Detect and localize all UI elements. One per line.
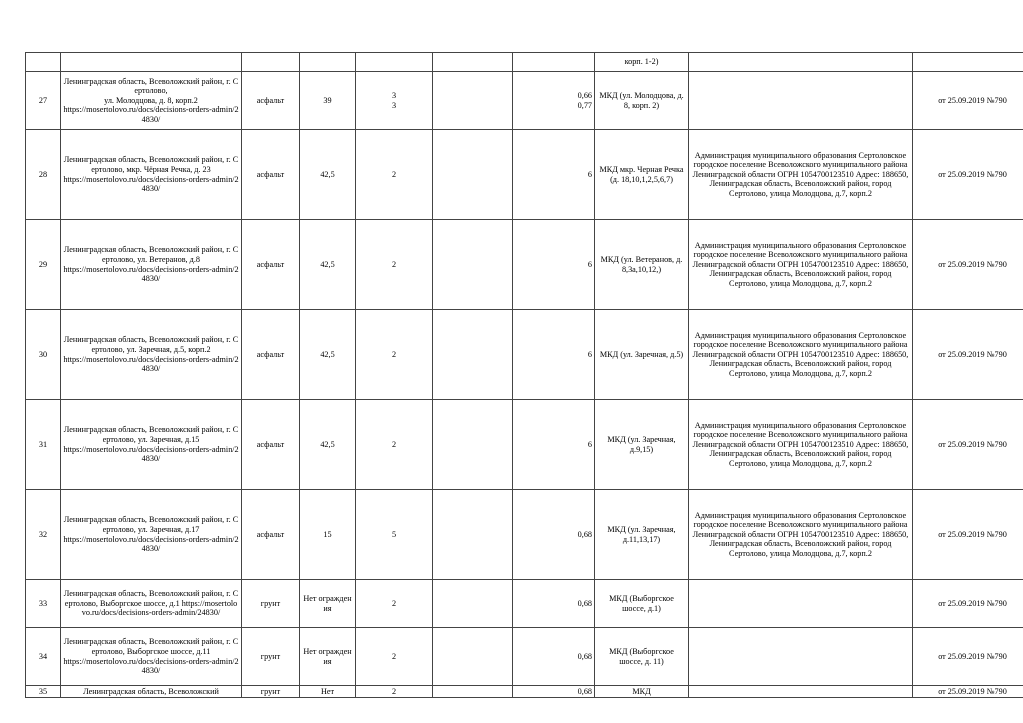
- owner-cell: Администрация муниципального образования Сертоловское городское поселение Всеволожского муниципального района Ленинградской области ОГРН 1054700123510 Адрес: 188650, Ленинградская область, Всеволожский район, город Сертолово, улица Молодцова, д.7, корп.2: [689, 130, 913, 220]
- owner-cell: [689, 628, 913, 686]
- empty-cell: [433, 53, 513, 72]
- address-text-2: ул. Молодцова, д. 8, корп.2: [104, 95, 198, 105]
- count-cell: 2: [356, 686, 433, 698]
- count-value: 3: [391, 90, 397, 100]
- volume-cell: 0,68: [513, 580, 595, 628]
- area-cell: [300, 53, 356, 72]
- source-cell: МКД (ул. Заречная, д.11,13,17): [595, 490, 689, 580]
- count-cell: 2: [356, 628, 433, 686]
- source-cell: МКД (Выборгское шоссе, д. 11): [595, 628, 689, 686]
- row-number: 27: [26, 72, 61, 130]
- address-text: Ленинградская область, Всеволожский район, г. Сертолово, ул. Заречная, д.17: [63, 515, 239, 534]
- volume-value: 0,66: [577, 90, 592, 100]
- table-row: [26, 130, 1023, 220]
- count-cell: 2: [356, 310, 433, 400]
- table-row: [26, 310, 1023, 400]
- owner-cell: [689, 53, 913, 72]
- address-cell: [61, 130, 242, 220]
- document-link[interactable]: https://mosertolovo.ru/docs/decisions-orders-admin/24830/: [63, 264, 239, 284]
- document-link[interactable]: https://mosertolovo.ru/docs/decisions-orders-admin/24830/: [63, 534, 239, 554]
- row-number: 30: [26, 310, 61, 400]
- volume-cell: 6: [513, 130, 595, 220]
- address-cell: [61, 72, 242, 130]
- address-cell: [61, 580, 242, 628]
- address-cell: [61, 628, 242, 686]
- empty-cell: [433, 580, 513, 628]
- table-row: [26, 400, 1023, 490]
- address-text: Ленинградская область, Всеволожский район, г. Сертолово, Выборгское шоссе, д.11: [63, 637, 239, 656]
- decision-cell: от 25.09.2019 №790: [913, 628, 1023, 686]
- count-cell: 2: [356, 400, 433, 490]
- surface-cell: асфальт: [242, 400, 300, 490]
- owner-cell: Администрация муниципального образования Сертоловское городское поселение Всеволожского муниципального района Ленинградской области ОГРН 1054700123510 Адрес: 188650, Ленинградская область, Всеволожский район, город Сертолово, улица Молодцова, д.7, корп.2: [689, 310, 913, 400]
- decision-cell: от 25.09.2019 №790: [913, 310, 1023, 400]
- row-number: 33: [26, 580, 61, 628]
- volume-cell: 0,68: [513, 628, 595, 686]
- surface-cell: асфальт: [242, 72, 300, 130]
- volume-cell: 6: [513, 220, 595, 310]
- area-cell: 39: [300, 72, 356, 130]
- address-text: Ленинградская область, Всеволожский район, г. Сертолово, ул. Ветеранов, д.8: [63, 245, 239, 264]
- area-cell: 42,5: [300, 400, 356, 490]
- surface-cell: грунт: [242, 628, 300, 686]
- volume-cell: 0,68: [513, 490, 595, 580]
- owner-cell: [689, 72, 913, 130]
- owner-cell: Администрация муниципального образования Сертоловское городское поселение Всеволожского муниципального района Ленинградской области ОГРН 1054700123510 Адрес: 188650, Ленинградская область, Всеволожский район, город Сертолово, улица Молодцова, д.7, корп.2: [689, 490, 913, 580]
- volume-cell: 6: [513, 400, 595, 490]
- address-text: Ленинградская область, Всеволожский район, г. Сертолово, Выборгское шоссе, д.1: [63, 589, 239, 608]
- surface-cell: асфальт: [242, 220, 300, 310]
- document-link[interactable]: https://mosertolovo.ru/docs/decisions-orders-admin/24830/: [63, 105, 239, 124]
- area-cell: Нет: [300, 686, 356, 698]
- source-cell: МКД мкр. Черная Речка (д. 18,10,1,2,5,6,7): [595, 130, 689, 220]
- count-value: 3: [391, 100, 397, 110]
- area-cell: Нет огражден ия: [300, 628, 356, 686]
- source-cell: МКД (ул. Молодцова, д. 8, корп. 2): [595, 72, 689, 130]
- address-text: Ленинградская область, Всеволожский район, г. Сертолово, ул. Заречная, д.15: [63, 425, 239, 444]
- row-number: [26, 53, 61, 72]
- count-cell: 2: [356, 130, 433, 220]
- row-number: 31: [26, 400, 61, 490]
- volume-cell: [513, 53, 595, 72]
- table-row: [26, 580, 1023, 628]
- empty-cell: [433, 130, 513, 220]
- decision-cell: от 25.09.2019 №790: [913, 580, 1023, 628]
- empty-cell: [433, 72, 513, 130]
- surface-cell: грунт: [242, 686, 300, 698]
- empty-cell: [433, 686, 513, 698]
- owner-cell: Администрация муниципального образования Сертоловское городское поселение Всеволожского муниципального района Ленинградской области ОГРН 1054700123510 Адрес: 188650, Ленинградская область, Всеволожский район, город Сертолово, улица Молодцова, д.7, корп.2: [689, 220, 913, 310]
- table-row: [26, 220, 1023, 310]
- address-cell: [61, 400, 242, 490]
- address-cell: [61, 53, 242, 72]
- source-cell: МКД: [595, 686, 689, 698]
- decision-cell: [913, 53, 1023, 72]
- decision-cell: от 25.09.2019 №790: [913, 490, 1023, 580]
- volume-cell: 6: [513, 310, 595, 400]
- empty-cell: [433, 628, 513, 686]
- surface-cell: [242, 53, 300, 72]
- registry-table: [25, 52, 1023, 698]
- document-link[interactable]: https://mosertolovo.ru/docs/decisions-orders-admin/24830/: [63, 174, 239, 194]
- table-row: [26, 53, 1023, 72]
- address-text: Ленинградская область, Всеволожский район, г. Сертолово, ул. Заречная, д.5, корп.2: [63, 335, 239, 354]
- address-text: Ленинградская область, Всеволожский район, г. Сертолово, мкр. Чёрная Речка, д. 23: [63, 155, 239, 174]
- address-cell: Ленинградская область, Всеволожский: [61, 686, 242, 698]
- table-row: [26, 490, 1023, 580]
- decision-cell: от 25.09.2019 №790: [913, 130, 1023, 220]
- count-cell: [356, 72, 433, 130]
- row-number: 29: [26, 220, 61, 310]
- owner-cell: [689, 580, 913, 628]
- document-link[interactable]: https://mosertolovo.ru/docs/decisions-orders-admin/24830/: [63, 656, 239, 676]
- row-number: 34: [26, 628, 61, 686]
- row-number: 32: [26, 490, 61, 580]
- count-cell: 5: [356, 490, 433, 580]
- table-row: [26, 628, 1023, 686]
- document-link[interactable]: https://mosertolovo.ru/docs/decisions-orders-admin/24830/: [63, 354, 239, 374]
- owner-cell: Администрация муниципального образования Сертоловское городское поселение Всеволожского муниципального района Ленинградской области ОГРН 1054700123510 Адрес: 188650, Ленинградская область, Всеволожский район, город Сертолово, улица Молодцова, д.7, корп.2: [689, 400, 913, 490]
- source-cell: МКД (Выборгское шоссе, д.1): [595, 580, 689, 628]
- address-cell: [61, 220, 242, 310]
- source-cell: корп. 1-2): [595, 53, 689, 72]
- empty-cell: [433, 490, 513, 580]
- empty-cell: [433, 220, 513, 310]
- empty-cell: [433, 310, 513, 400]
- address-cell: [61, 490, 242, 580]
- document-link[interactable]: https://mosertolovo.ru/docs/decisions-orders-admin/24830/: [63, 444, 239, 464]
- owner-cell: [689, 686, 913, 698]
- source-cell: МКД (ул. Заречная, д.9,15): [595, 400, 689, 490]
- volume-cell: 0,68: [513, 686, 595, 698]
- decision-cell: от 25.09.2019 №790: [913, 400, 1023, 490]
- address-cell: [61, 310, 242, 400]
- decision-cell: от 25.09.2019 №790: [913, 72, 1023, 130]
- empty-cell: [433, 400, 513, 490]
- surface-cell: асфальт: [242, 490, 300, 580]
- address-text: Ленинградская область, Всеволожский район, г. Сертолово,: [63, 76, 239, 96]
- source-cell: МКД (ул. Ветеранов, д. 8,3а,10,12,): [595, 220, 689, 310]
- surface-cell: асфальт: [242, 130, 300, 220]
- decision-cell: от 25.09.2019 №790: [913, 220, 1023, 310]
- decision-cell: от 25.09.2019 №790: [913, 686, 1023, 698]
- area-cell: 42,5: [300, 310, 356, 400]
- area-cell: 15: [300, 490, 356, 580]
- area-cell: Нет огражден ия: [300, 580, 356, 628]
- count-cell: 2: [356, 220, 433, 310]
- volume-value: 0,77: [577, 100, 592, 110]
- table-row: [26, 72, 1023, 130]
- table-row: [26, 686, 1023, 698]
- surface-cell: асфальт: [242, 310, 300, 400]
- count-cell: [356, 53, 433, 72]
- row-number: 35: [26, 686, 61, 698]
- count-cell: 2: [356, 580, 433, 628]
- document-link[interactable]: https://mosertolovo.ru/docs/decisions-orders-admin/24830/: [81, 598, 238, 618]
- volume-cell: [513, 72, 595, 130]
- area-cell: 42,5: [300, 130, 356, 220]
- surface-cell: грунт: [242, 580, 300, 628]
- area-cell: 42,5: [300, 220, 356, 310]
- row-number: 28: [26, 130, 61, 220]
- source-cell: МКД (ул. Заречная, д.5): [595, 310, 689, 400]
